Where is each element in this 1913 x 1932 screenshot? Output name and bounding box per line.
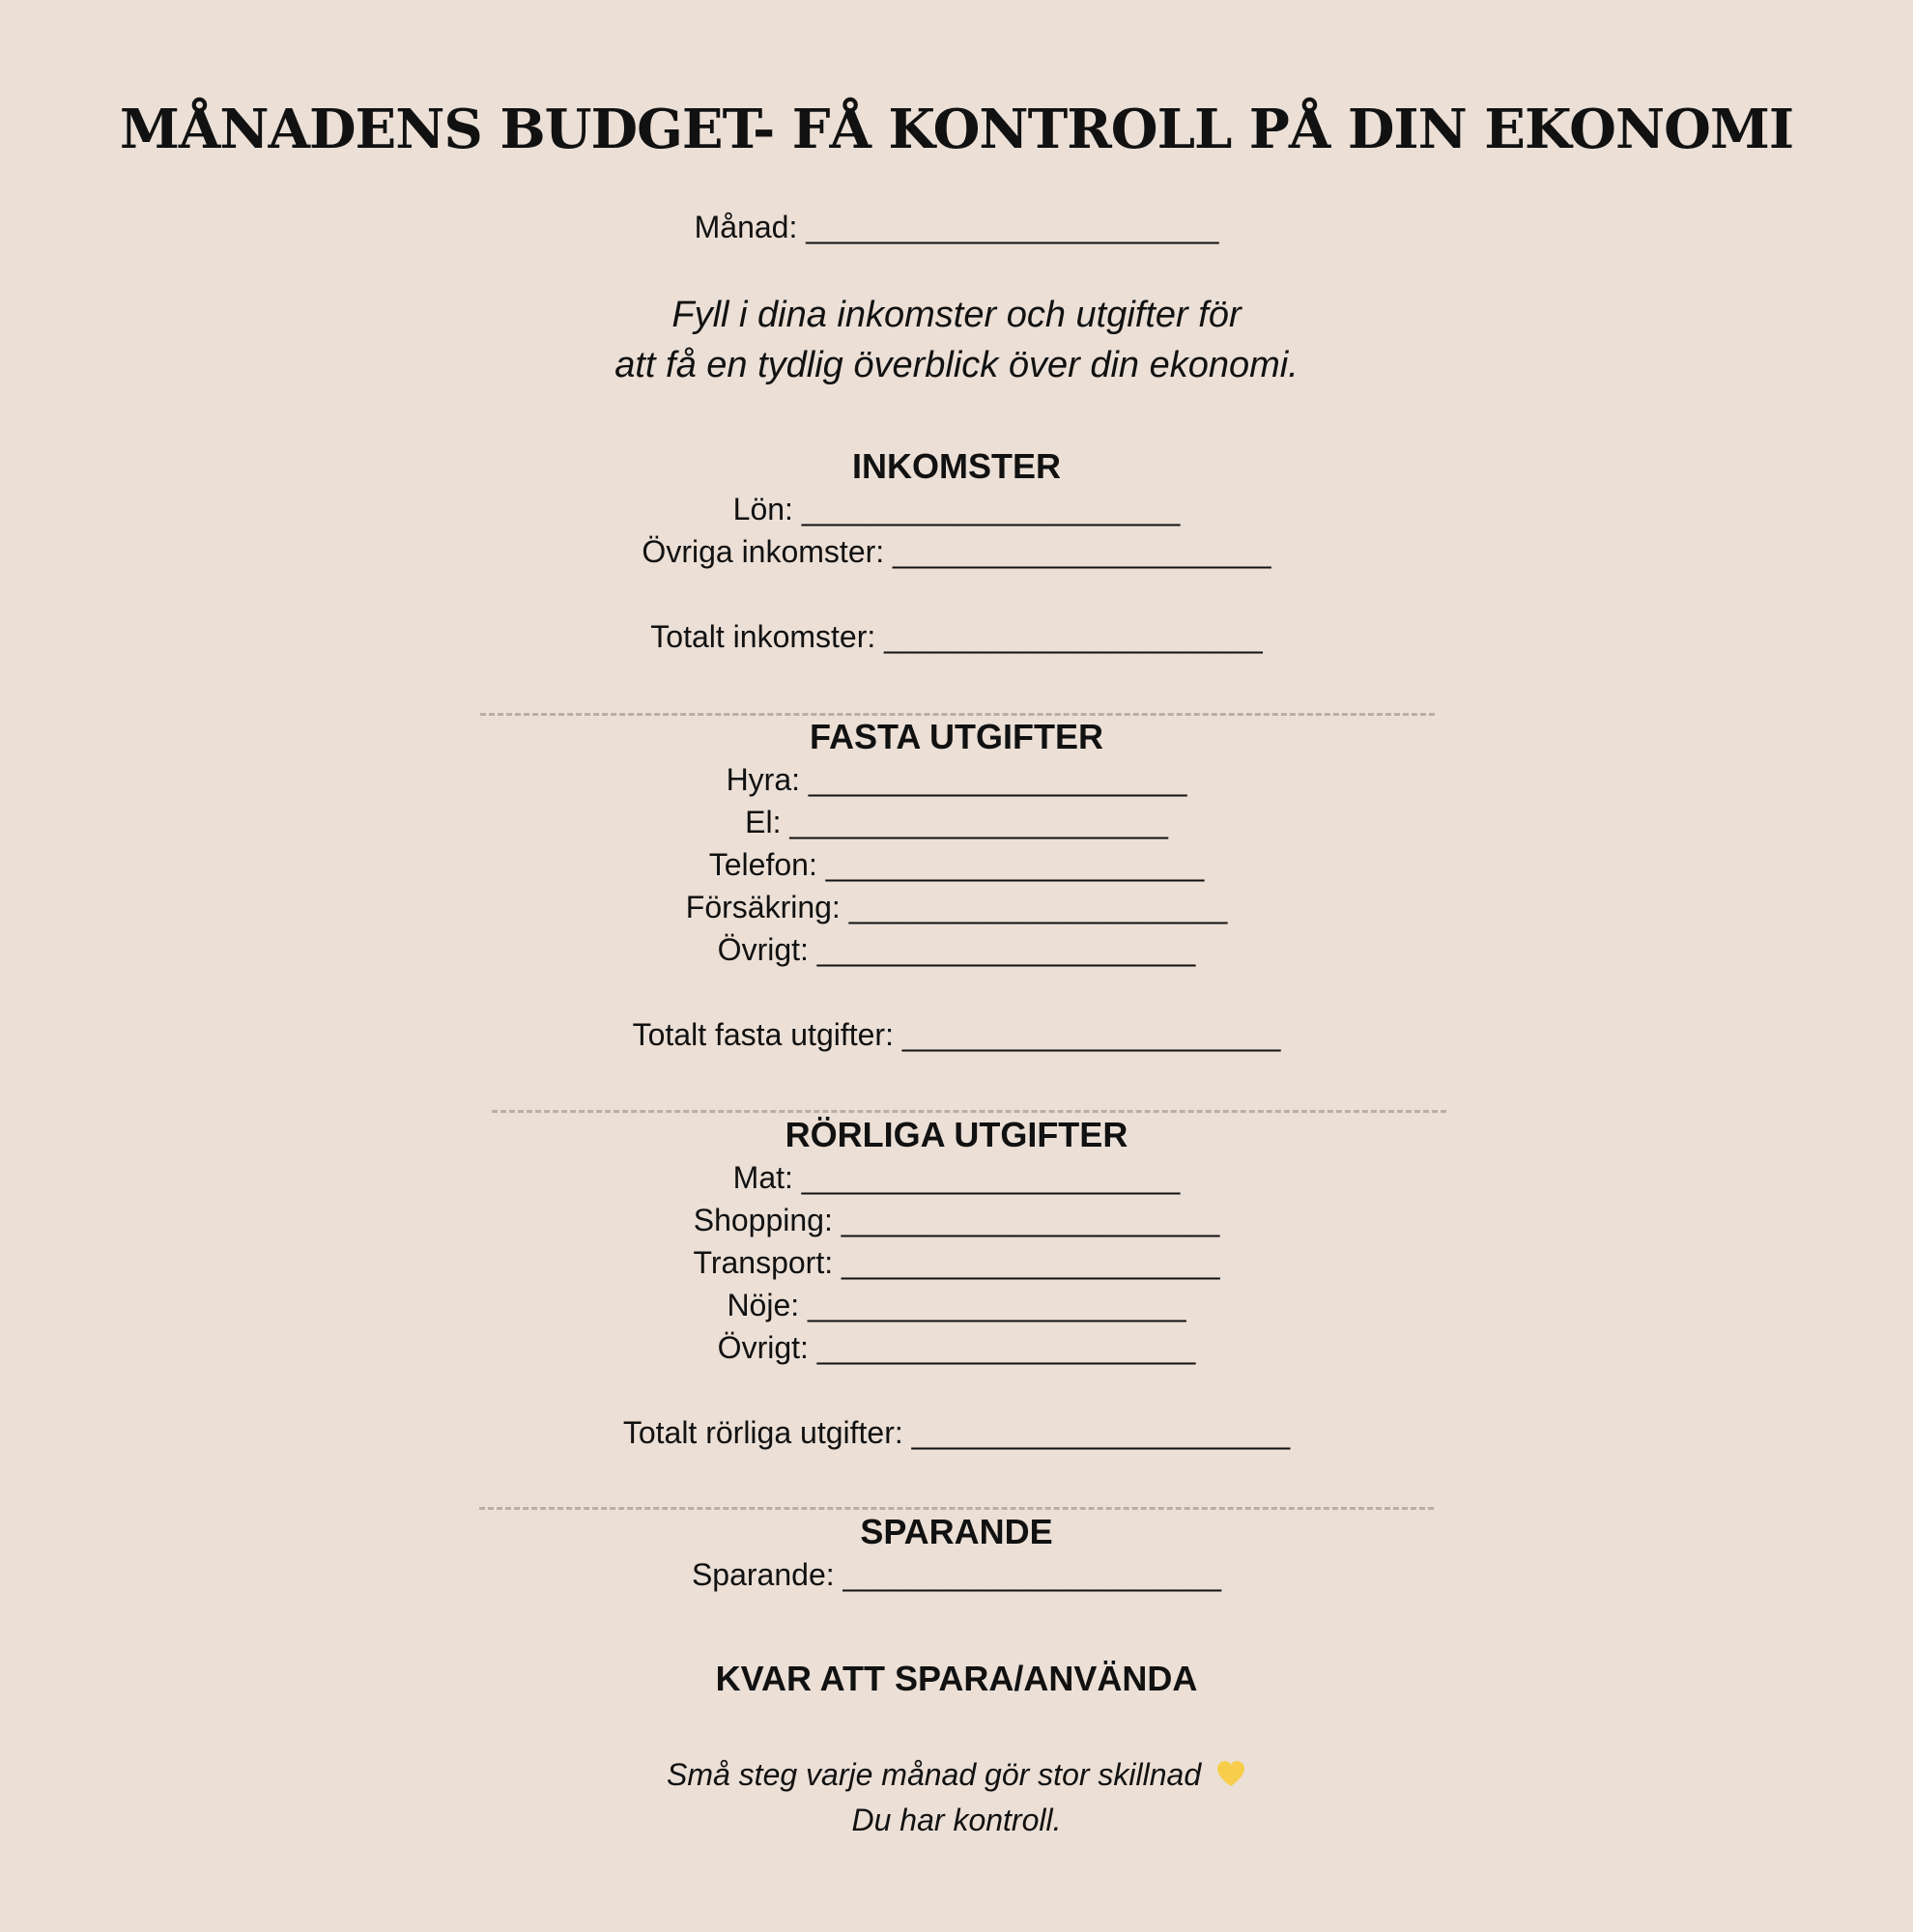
section-divider-2 bbox=[492, 1110, 1446, 1113]
section-heading-sparande: SPARANDE bbox=[860, 1512, 1053, 1551]
yellow-heart-icon bbox=[1215, 1756, 1246, 1799]
field-telefon: Telefon: ______________________ bbox=[708, 847, 1205, 882]
page-title: MÅNADENS BUDGET- FÅ KONTROLL PÅ DIN EKONOMI bbox=[119, 98, 1794, 161]
section-heading-rorliga: RÖRLIGA UTGIFTER bbox=[785, 1115, 1128, 1154]
section-kvar bbox=[0, 1658, 1913, 1700]
month-field: Månad: ________________________ bbox=[694, 210, 1219, 244]
section-rorliga-utgifter bbox=[0, 1114, 1913, 1454]
field-totalt-rorliga: Totalt rörliga utgifter: ______________________ bbox=[622, 1415, 1291, 1450]
intro-text bbox=[0, 290, 1913, 390]
closing-line-2: Du har kontroll. bbox=[851, 1802, 1062, 1837]
field-totalt-fasta: Totalt fasta utgifter: ______________________ bbox=[632, 1017, 1281, 1052]
field-forsakring: Försäkring: ______________________ bbox=[685, 890, 1228, 924]
field-ovriga-inkomster: Övriga inkomster: ______________________ bbox=[642, 534, 1271, 569]
section-heading-kvar: KVAR ATT SPARA/ANVÄNDA bbox=[715, 1659, 1198, 1698]
field-ovrigt-fasta: Övrigt: ______________________ bbox=[717, 932, 1196, 967]
field-sparande: Sparande: ______________________ bbox=[691, 1557, 1222, 1592]
intro-line-2: att få en tydlig överblick över din ekonomi. bbox=[614, 345, 1299, 385]
field-el: El: ______________________ bbox=[745, 805, 1168, 839]
field-noje: Nöje: ______________________ bbox=[727, 1288, 1186, 1322]
field-transport: Transport: ______________________ bbox=[693, 1245, 1220, 1280]
section-divider-3 bbox=[479, 1507, 1434, 1510]
field-totalt-inkomster: Totalt inkomster: ______________________ bbox=[650, 619, 1263, 654]
section-sparande bbox=[0, 1511, 1913, 1596]
closing-message bbox=[0, 1753, 1913, 1841]
section-heading-fasta: FASTA UTGIFTER bbox=[810, 717, 1103, 756]
field-shopping: Shopping: ______________________ bbox=[693, 1203, 1220, 1237]
field-hyra: Hyra: ______________________ bbox=[726, 762, 1187, 797]
section-heading-inkomster: INKOMSTER bbox=[852, 446, 1061, 486]
field-ovrigt-rorliga: Övrigt: ______________________ bbox=[717, 1330, 1196, 1365]
field-lon: Lön: ______________________ bbox=[732, 492, 1181, 526]
closing-line-1-text: Små steg varje månad gör stor skillnad bbox=[666, 1757, 1202, 1792]
section-fasta-utgifter bbox=[0, 716, 1913, 1056]
field-mat: Mat: ______________________ bbox=[732, 1160, 1181, 1195]
intro-line-1: Fyll i dina inkomster och utgifter för bbox=[671, 295, 1242, 335]
closing-line-1 bbox=[0, 1753, 1913, 1799]
section-inkomster bbox=[0, 445, 1913, 658]
